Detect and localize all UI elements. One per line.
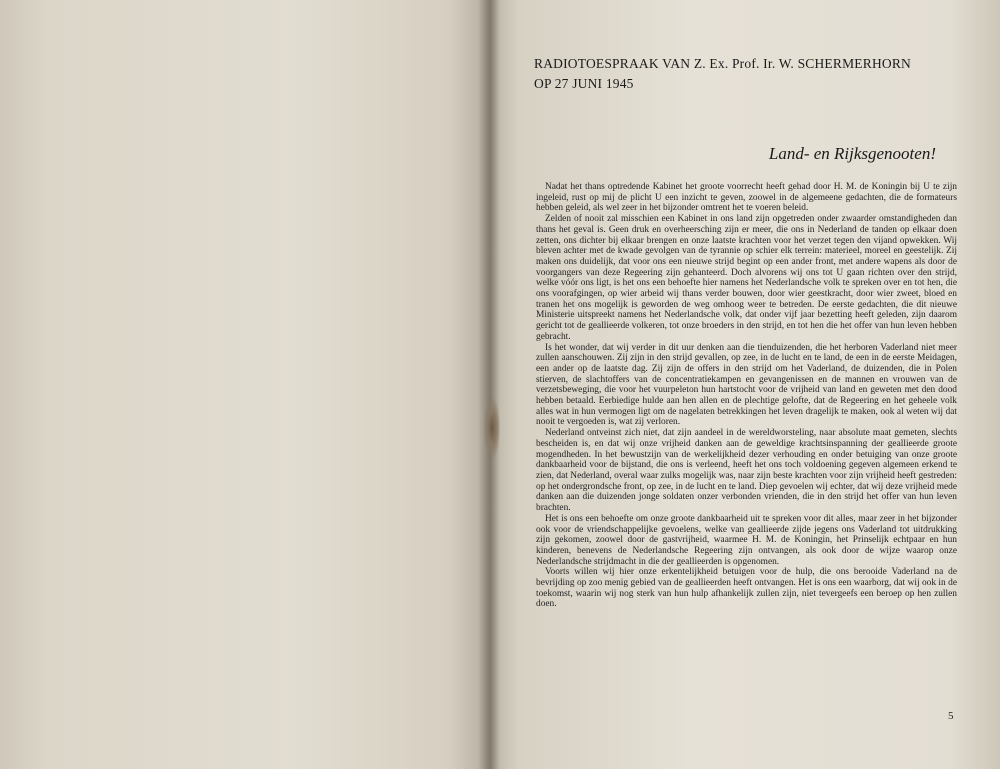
paragraph: Is het wonder, dat wij verder in dit uur denken aan die tienduizenden, die het herboren Vaderland niet meer zullen aanschouwen. Zij zijn in den strijd gevallen, op zee, in de lucht en te land, de een in de eerste Meidagen, een ander op de laatste dag. Zij zijn de offers in den strijd om het Vaderland, de duizenden, die in Polen stierven, de slachtoffers van de concentratiekampen en gevangenissen en de mannen en vrouwen van de verzetsbeweging, die voor het vuurpeleton hun hartstocht voor de vrijheid van land en geweten met den dood hebben betaald. Eerbiedige hulde aan hen allen en de plechtige gelofte, dat de Regeering en het geheele volk alles wat in hun vermogen ligt om de nagelaten betrekkingen het leven dragelijk te maken, ook al weten wij dat nooit te vergoeden is, wat zij verloren.: [536, 342, 957, 428]
paragraph: Voorts willen wij hier onze erkentelijkheid betuigen voor de hulp, die ons berooide Vaderland na de bevrijding op zoo menig gebied van de geallieerden heeft ontvangen. Het is ons een waarborg, dat wij ook in de toekomst, waarin wij nog sterk van hun hulp afhankelijk zullen zijn, niet tevergeefs een beroep op hen zullen doen.: [536, 567, 957, 610]
header-line-1: RADIOTOESPRAAK VAN Z. Ex. Prof. Ir. W. SCHERMERHORN: [534, 56, 911, 71]
speech-header: [534, 54, 954, 94]
paragraph: Nederland ontveinst zich niet, dat zijn aandeel in de wereldworsteling, naar absolute maat gemeten, slechts bescheiden is, en dat wij onze vrijheid danken aan de geweldige krachtsinspanning der geallieerde groote mogendheden. In het bewustzijn van de werkelijkheid dezer verhouding en onder betuiging van onze groote dankbaarheid voor de bijstand, die ons is verleend, heeft het ons toch voldoening gegeven algemeen erkend te zien, dat Nederland, overal waar zulks mogelijk was, naar zijn beste krachten voor zijn vrijheid heeft gestreden: op het ondergrondsche front, op zee, in de lucht en te land. Diep gevoelen wij echter, dat wij deze vrijheid mede danken aan die duizenden jonge soldaten onzer verbonden vrienden, die in den strijd het offer van hun leven brachten.: [536, 428, 957, 514]
book-gutter: [478, 0, 500, 769]
speech-body: [536, 182, 957, 610]
paragraph: Het is ons een behoefte om onze groote dankbaarheid uit te spreken voor dit alles, maar zeer in het bijzonder ook voor de vriendschappelijke gevoelens, welke van geallieerde zijde jegens ons Vaderland tot uitdrukking zijn gekomen, zoowel door de gastvrijheid, waarmee H. M. de Koningin, het Prinselijk echtpaar en hun kinderen, benevens de Nederlandsche Regeering zijn ontvangen, als ook door de wijze waarop onze Nederlandsche strijdmacht in die der geallieerden is opgenomen.: [536, 513, 957, 567]
salutation: Land- en Rijksgenooten!: [768, 144, 936, 163]
paragraph: Nadat het thans optredende Kabinet het groote voorrecht heeft gehad door H. M. de Koningin bij U te zijn ingeleid, rust op mij de plicht U een inzicht te geven, zoowel in de algemeene gedachten, die de formateurs hebben geleid, als wel zeer in het bijzonder omtrent het te voeren beleid.: [536, 182, 957, 214]
binding-stitch: [484, 398, 500, 458]
paragraph: Zelden of nooit zal misschien een Kabinet in ons land zijn opgetreden onder zwaarder omstandigheden dan thans het geval is. Geen druk en overheersching zijn er meer, die ons in Nederland de tanden op elkaar doen zetten, ons dichter bij elkaar brengen en onze laatste krachten voor het verzet tegen den vijand opwekken. Wij bleven achter met de kwade gevolgen van de tyrannie op schier elk terrein: materieel, moreel en geestelijk. Zij maken ons duidelijk, dat voor ons een nieuwe strijd begint op een ander front, met andere wapens als door de voorgangers van deze Regeering zijn gehanteerd. Doch alvorens wij ons tot U gaan richten over den strijd, welke vóór ons ligt, is het ons een behoefte hier namens het Nederlandsche volk te spreken over en tot hen, die ons voorafgingen, op wier arbeid wij thans verder bouwen, door wier geestkracht, door wier zweet, bloed en tranen het ons mogelijk is geworden de weg omhoog weer te betreden. De eerste gedachten, die dit nieuwe Ministerie uitspreekt namens het Nederlandsche volk, dat onder vijf jaar bezetting heeft geleden, zijn daarom gericht tot de geallieerde volkeren, tot onze broeders in den strijd, en tot hen die het offer van hun leven hebben gebracht.: [536, 214, 957, 342]
page-number: 5: [948, 710, 954, 722]
header-line-2: OP 27 JUNI 1945: [534, 76, 634, 91]
left-page-blank: [0, 0, 488, 769]
